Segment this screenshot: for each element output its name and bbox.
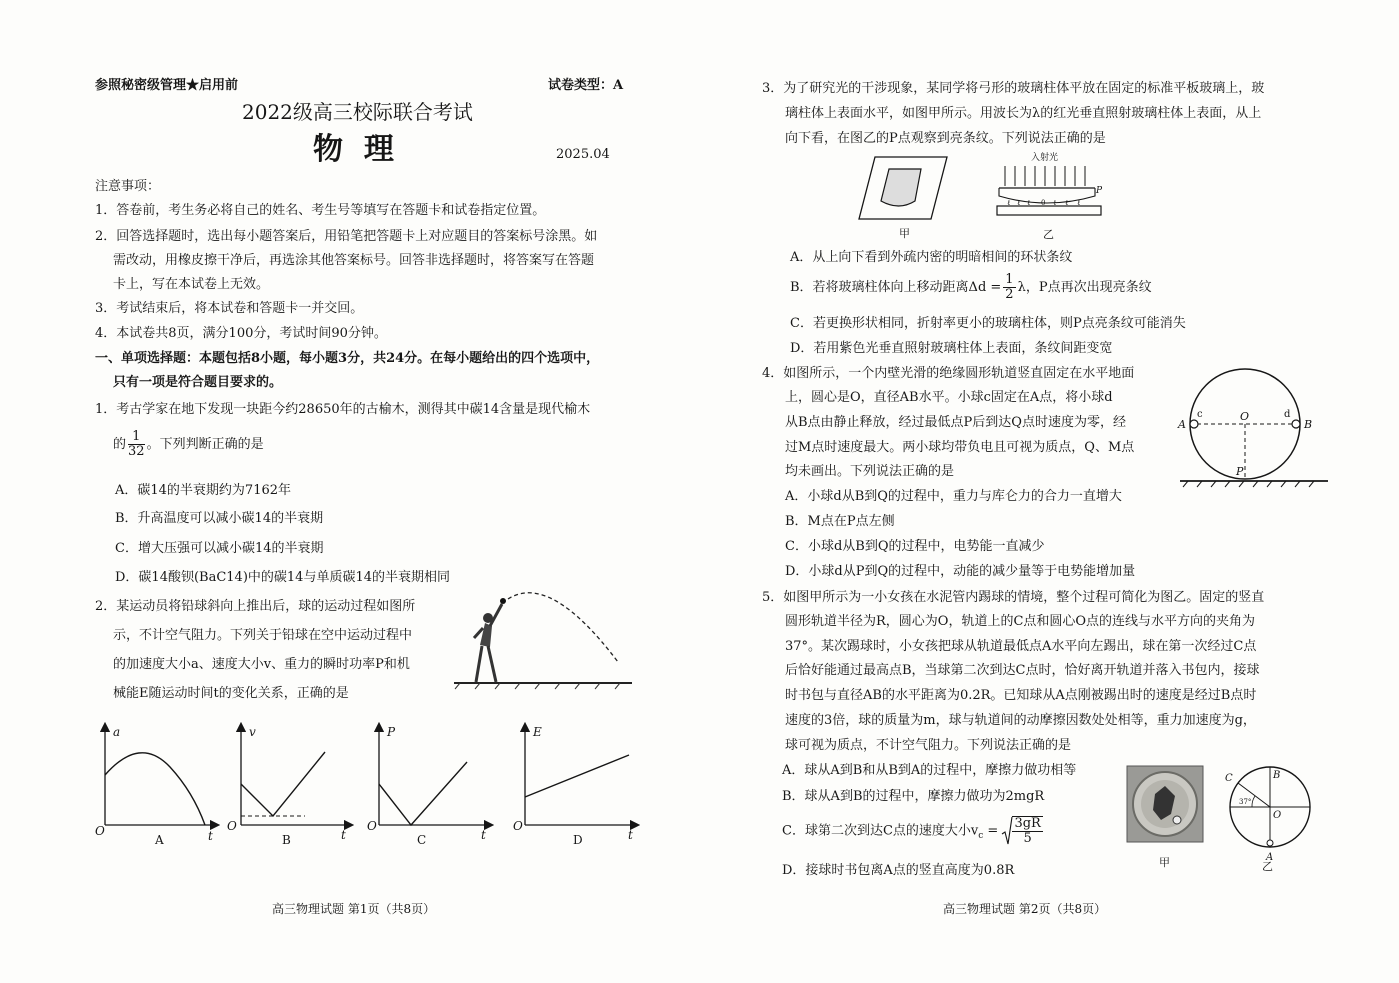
label-c: c xyxy=(1197,409,1203,420)
x-label: t xyxy=(628,828,633,842)
q1-stem-line2 xyxy=(113,430,264,460)
graph-a xyxy=(95,725,215,847)
label-o: O xyxy=(1273,810,1282,821)
q4-stem: 4．如图所示，一个内壁光滑的绝缘圆形轨道竖直固定在水平地面 xyxy=(762,366,1135,381)
sqrt-fraction xyxy=(1012,816,1042,846)
x-label: t xyxy=(341,828,346,842)
notice-line: 2．回答选择题时，选出每小题答案后，用铅笔把答题卡上对应题目的答案标号涂黑。如 xyxy=(95,229,598,244)
graph-d xyxy=(513,725,635,847)
frac-denominator: 5 xyxy=(1023,830,1032,846)
p-curve xyxy=(379,762,467,825)
origin-label: O xyxy=(95,824,105,838)
q1-option-a: A．碳14的半衰期约为7162年 xyxy=(115,483,292,498)
q4-option-d: D．小球d从P到Q的过程中，动能的减少量等于电势能增加量 xyxy=(785,564,1136,579)
q4-option-c: C．小球d从B到Q的过程中，电势能一直减少 xyxy=(785,539,1045,554)
incident-light-label: 入射光 xyxy=(1031,153,1059,163)
confidential-header: 参照秘密级管理★启用前 xyxy=(95,78,239,93)
shot-put-figure xyxy=(450,590,635,690)
frac-numerator: 3gR xyxy=(1014,815,1041,831)
exam-title: 2022级高三校际联合考试 xyxy=(242,100,473,124)
q1-option-b: B．升高温度可以减小碳14的半衰期 xyxy=(115,511,324,526)
notice-line: 3．考试结束后，将本试卷和答题卡一并交回。 xyxy=(95,301,364,316)
label-b: B xyxy=(1273,770,1281,781)
graph-label: D xyxy=(573,833,583,847)
glass-cylinder xyxy=(881,169,921,206)
label-d: d xyxy=(1284,409,1291,420)
notice-line: 1．答卷前，考生务必将自己的姓名、考生号等填写在答题卡和试卷指定位置。 xyxy=(95,203,546,218)
light-rays xyxy=(1005,166,1085,186)
origin-label: O xyxy=(227,819,237,833)
svg-text:ℓ: ℓ xyxy=(1077,199,1081,207)
page-footer: 高三物理试题 第2页（共8页） xyxy=(943,902,1107,916)
q1-fraction xyxy=(128,430,145,459)
q2-stem: 2．某运动员将铅球斜向上推出后，球的运动过程如图所 xyxy=(95,599,416,614)
q1-option-d: D．碳14酸钡(BaC14)中的碳14与单质碳14的半衰期相同 xyxy=(115,570,450,585)
figure-caption: 乙 xyxy=(1043,228,1054,241)
optb-post: λ，P点再次出现亮条纹 xyxy=(1017,280,1152,295)
q5-stem: 37°。某次踢球时，小女孩把球从轨道最低点A水平向左踢出，球在第一次经过C点 xyxy=(785,639,1257,654)
frac-denominator: 2 xyxy=(1005,287,1014,302)
q4-option-a: A．小球d从B到Q的过程中，重力与库仑力的合力一直增大 xyxy=(785,489,1122,504)
q5-stem: 5．如图甲所示为一小女孩在水泥管内踢球的情境，整个过程可简化为图乙。固定的竖直 xyxy=(762,590,1265,605)
q5-stem: 后恰好能通过最高点B，当球第二次到达C点时，恰好离开轨道并落入书包内，接球 xyxy=(785,663,1260,678)
right-page xyxy=(700,0,1399,983)
q2-stem: 示，不计空气阻力。下列关于铅球在空中运动过程中 xyxy=(113,628,413,643)
q3-stem: 3．为了研究光的干涉现象，某同学将弓形的玻璃柱体平放在固定的标准平板玻璃上，玻 xyxy=(762,81,1265,96)
label-o: O xyxy=(1240,410,1250,423)
sqrt-symbol xyxy=(1002,816,1012,846)
ball-c xyxy=(1190,420,1198,428)
notice-line: 4．本试卷共8页，满分100分，考试时间90分钟。 xyxy=(95,326,387,341)
v-curve xyxy=(241,752,325,816)
label-b: B xyxy=(1304,418,1313,431)
q5-option-d: D．接球时书包离A点的竖直高度为0.8R xyxy=(782,863,1015,878)
figure-caption: 甲 xyxy=(899,227,910,240)
q3-option-c: C．若更换形状相同，折射率更小的玻璃柱体，则P点亮条纹可能消失 xyxy=(790,316,1186,331)
origin-label: O xyxy=(513,819,523,833)
exam-date: 2025.04 xyxy=(556,147,610,162)
svg-text:ℓ: ℓ xyxy=(1017,199,1021,207)
svg-text:0: 0 xyxy=(1041,199,1046,207)
svg-text:ℓ: ℓ xyxy=(1053,199,1057,207)
q5-option-a: A．球从A到B和从B到A的过程中，摩擦力做功相等 xyxy=(782,763,1077,778)
q4-stem: 上，圆心是O，直径AB水平。小球c固定在A点，将小球d xyxy=(785,390,1113,405)
y-label: P xyxy=(387,725,396,739)
q4-option-b: B．M点在P点左侧 xyxy=(785,514,895,529)
figure-caption: 甲 xyxy=(1159,856,1170,869)
q4-stem: 均未画出。下列说法正确的是 xyxy=(785,464,955,479)
q5-stem: 球可视为质点，不计空气阻力。下列说法正确的是 xyxy=(785,738,1072,753)
graph-c xyxy=(367,725,489,847)
curve xyxy=(105,753,205,825)
q3-figure-yi xyxy=(995,150,1115,242)
angle-arc xyxy=(1252,796,1255,807)
q2-stem: 械能E随运动时间t的变化关系，正确的是 xyxy=(113,686,349,701)
ball-d xyxy=(1292,420,1300,428)
e-line xyxy=(525,755,629,797)
point-p-label: P xyxy=(1096,186,1103,196)
q3-option-b xyxy=(790,272,1152,304)
label-a: A xyxy=(1178,418,1186,431)
q3-option-d: D．若用紫色光垂直照射玻璃柱体上表面，条纹间距变宽 xyxy=(790,341,1113,356)
svg-text:ℓ: ℓ xyxy=(1007,199,1011,207)
section-heading: 只有一项是符合题目要求的。 xyxy=(113,375,283,390)
q5-stem: 圆形轨道半径为R，圆心为O，轨道上的C点和圆心O点的连线与水平方向的夹角为 xyxy=(785,614,1256,629)
q4-circle-figure xyxy=(1178,364,1333,490)
optc-eq: = xyxy=(983,823,1003,839)
label-c: C xyxy=(1225,773,1233,784)
q3-stem: 璃柱体上表面水平，如图甲所示。用波长为λ的红光垂直照射玻璃柱体上表面，从上 xyxy=(785,106,1262,121)
q5-stem: 时书包与直径AB的水平距离为0.2R。已知球从A点刚被踢出时的速度是经过B点时 xyxy=(785,688,1257,703)
angle-label: 37° xyxy=(1239,798,1252,806)
label-a: A xyxy=(1266,852,1274,863)
standard-plate xyxy=(997,206,1101,215)
page-footer: 高三物理试题 第1页（共8页） xyxy=(272,902,436,916)
q5-circle-figure xyxy=(1215,764,1315,874)
svg-text:ℓ: ℓ xyxy=(1065,199,1069,207)
q1-stem: 1．考古学家在地下发现一块距今约28650年的古榆木，测得其中碳14含量是现代榆木 xyxy=(95,402,591,417)
graph-label: C xyxy=(417,833,427,847)
cylinder-curve xyxy=(999,188,1095,203)
q3-figure-jia xyxy=(855,155,955,241)
optb-pre: B．若将玻璃柱体向上移动距离Δd = xyxy=(790,280,1002,295)
q1-post: 。下列判断正确的是 xyxy=(146,437,264,452)
q3-stem: 向下看，在图乙的P点观察到亮条纹。下列说法正确的是 xyxy=(785,131,1106,146)
q5-option-c xyxy=(782,814,1045,853)
frac-denominator: 32 xyxy=(128,444,145,459)
section-heading: 一、单项选择题：本题包括8小题，每小题3分，共24分。在每小题给出的四个选项中， xyxy=(95,351,600,366)
graph-b xyxy=(227,725,349,847)
x-label: t xyxy=(208,829,213,843)
q4-stem: 从B点由静止释放，经过最低点P后到达Q点时速度为零，经 xyxy=(785,415,1126,430)
q1-pre: 的 xyxy=(113,437,127,452)
origin-label: O xyxy=(367,819,377,833)
paper-type: 试卷类型：A xyxy=(548,78,624,93)
optb-fraction xyxy=(1003,273,1015,302)
y-label: a xyxy=(113,725,121,739)
y-label: v xyxy=(249,725,256,739)
athlete-silhouette xyxy=(474,604,502,682)
q5-stem: 速度的3倍，球的质量为m，球与轨道间的动摩擦因数处处相等，重力加速度为g， xyxy=(785,713,1256,728)
y-label: E xyxy=(533,725,542,739)
sqrt-expression xyxy=(1002,814,1044,848)
trajectory-dashed xyxy=(508,593,618,662)
q1-option-c: C．增大压强可以减小碳14的半衰期 xyxy=(115,541,324,556)
frac-numerator: 1 xyxy=(1005,272,1014,287)
q5-option-b: B．球从A到B的过程中，摩擦力做功为2mgR xyxy=(782,789,1045,804)
graph-label: B xyxy=(282,833,291,847)
q2-graphs xyxy=(95,722,645,852)
svg-text:ℓ: ℓ xyxy=(1027,199,1031,207)
subject-title: 物 理 xyxy=(313,132,394,167)
optc-subscript: c xyxy=(978,831,984,842)
shot-ball xyxy=(500,598,506,604)
figure-caption: 乙 xyxy=(1262,860,1273,873)
q5-photo-figure xyxy=(1125,764,1205,874)
ball xyxy=(1173,816,1181,824)
notice-line: 卡上，写在本试卷上无效。 xyxy=(113,277,270,292)
ball-at-a xyxy=(1267,840,1273,846)
q2-stem: 的加速度大小a、速度大小v、重力的瞬时功率P和机 xyxy=(113,657,410,672)
notice-line: 需改动，用橡皮擦干净后，再选涂其他答案标号。回答非选择题时，将答案写在答题 xyxy=(113,253,595,268)
notice-title: 注意事项： xyxy=(95,179,161,194)
q4-stem: 过M点时速度最大。两小球均带负电且可视为质点，Q、M点 xyxy=(785,440,1135,455)
q3-option-a: A．从上向下看到外疏内密的明暗相间的环状条纹 xyxy=(790,250,1073,265)
x-label: t xyxy=(481,828,486,842)
graph-label: A xyxy=(155,833,164,847)
frac-numerator: 1 xyxy=(128,430,145,445)
optc-pre: C．球第二次到达C点的速度大小v xyxy=(782,823,979,839)
label-p: P xyxy=(1236,465,1244,478)
